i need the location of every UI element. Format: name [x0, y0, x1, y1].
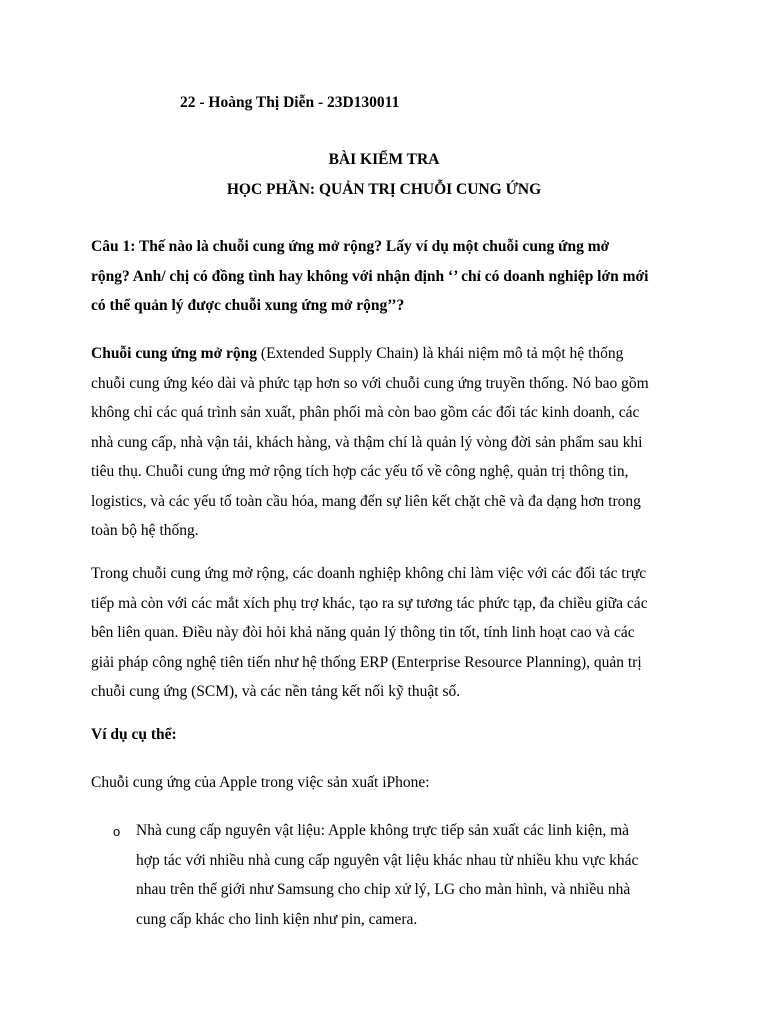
bullet-line: Nhà cung cấp nguyên vật liệu: Apple không trực tiếp sản xuất các linh kiện, mà	[136, 822, 630, 839]
bullet-marker: o	[113, 824, 121, 839]
course-title: HỌC PHẦN: QUẢN TRỊ CHUỖI CUNG ỨNG	[226, 181, 542, 198]
paragraph-line: tiếp mà còn với các mắt xích phụ trợ khác, tạo ra sự tương tác phức tạp, đa chiều giữa các	[91, 594, 648, 612]
example-heading-text: Ví dụ cụ thể:	[91, 726, 177, 743]
paragraph-line: tiêu thụ. Chuỗi cung ứng mở rộng tích hợp các yếu tố về công nghệ, quản trị thông tin,	[91, 463, 629, 480]
bullet-item	[136, 816, 716, 934]
example-intro-text: Chuỗi cung ứng của Apple trong việc sản xuất iPhone:	[91, 774, 430, 791]
paragraph-line: nhà cung cấp, nhà vận tải, khách hàng, và thậm chí là quản lý vòng đời sản phẩm sau khi	[91, 433, 643, 451]
paragraph-line: chuỗi cung ứng (SCM), và các nền tảng kết nối kỹ thuật số.	[91, 683, 461, 700]
example-heading	[91, 720, 691, 750]
paragraph-line: bên liên quan. Điều này đòi hỏi khả năng quản lý thông tin tốt, tính linh hoạt cao và các	[91, 624, 635, 641]
bullet-line: hợp tác với nhiều nhà cung cấp nguyên vật liệu khác nhau từ nhiều khu vực khác	[136, 851, 639, 869]
question-line: rộng? Anh/ chị có đồng tình hay không với nhận định ‘’ chỉ có doanh nghiệp lớn mới	[91, 267, 649, 285]
paragraph-line: Trong chuỗi cung ứng mở rộng, các doanh nghiệp không chỉ làm việc với các đối tác trực	[91, 565, 647, 582]
paragraph-line	[91, 339, 691, 369]
paragraph-line: không chỉ các quá trình sản xuất, phân phối mà còn bao gồm các đối tác kinh doanh, các	[91, 404, 640, 421]
document-title: BÀI KIỂM TRA	[328, 151, 440, 168]
question-line: có thể quản lý được chuỗi xung ứng mở rộng’’?	[91, 297, 405, 314]
paragraph-line: giải pháp công nghệ tiên tiến như hệ thống ERP (Enterprise Resource Planning), quản trị	[91, 653, 642, 671]
author-line: 22 - Hoàng Thị Diễn - 23D130011	[180, 94, 400, 111]
paragraph-line: chuỗi cung ứng kéo dài và phức tạp hơn so với chuỗi cung ứng truyền thống. Nó bao gồm	[91, 374, 649, 392]
bullet-line: cung cấp khác cho linh kiện như pin, camera.	[136, 910, 418, 928]
question-line: Câu 1: Thế nào là chuỗi cung ứng mở rộng? Lấy ví dụ một chuỗi cung ứng mở	[91, 238, 610, 255]
paragraph-line: toàn bộ hệ thống.	[91, 522, 199, 539]
question-1	[91, 232, 691, 321]
paragraph-line-rest: (Extended Supply Chain) là khái niệm mô tả một hệ thống	[257, 345, 624, 362]
defined-term: Chuỗi cung ứng mở rộng	[91, 345, 258, 362]
example-intro	[91, 768, 691, 798]
bullet-line: nhau trên thế giới như Samsung cho chip xử lý, LG cho màn hình, và nhiều nhà	[136, 881, 631, 898]
paragraph-details	[91, 559, 691, 707]
paragraph-definition	[91, 339, 691, 546]
paragraph-line: logistics, và các yếu tố toàn cầu hóa, mang đến sự liên kết chặt chẽ và đa dạng hơn trong	[91, 492, 641, 510]
